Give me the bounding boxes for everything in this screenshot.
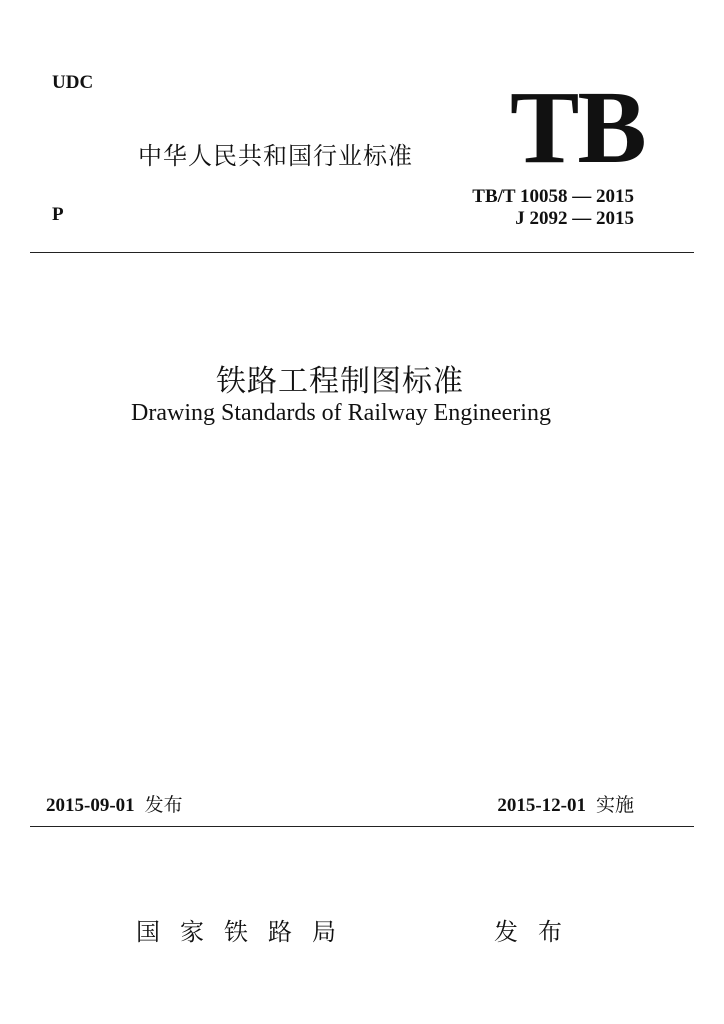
category-label: P <box>52 204 64 225</box>
publisher-name: 国家铁路局 <box>136 918 356 946</box>
document-title-english: Drawing Standards of Railway Engineering <box>131 400 551 426</box>
implement-date-block <box>497 790 634 817</box>
standard-type-heading: 中华人民共和国行业标准 <box>138 142 413 170</box>
publish-label: 发布 <box>494 918 582 946</box>
release-label: 发布 <box>144 794 183 816</box>
document-title-chinese: 铁路工程制图标准 <box>216 364 464 399</box>
release-date-block <box>46 790 183 817</box>
tb-logo: TB <box>510 70 645 185</box>
bottom-divider <box>30 826 694 827</box>
filing-code: J 2092 — 2015 <box>515 208 634 229</box>
udc-label: UDC <box>52 72 94 93</box>
top-divider <box>30 252 694 253</box>
implement-date: 2015-12-01 <box>497 795 586 816</box>
implement-label: 实施 <box>595 794 634 816</box>
standard-code: TB/T 10058 — 2015 <box>472 186 634 207</box>
release-date: 2015-09-01 <box>46 795 135 816</box>
